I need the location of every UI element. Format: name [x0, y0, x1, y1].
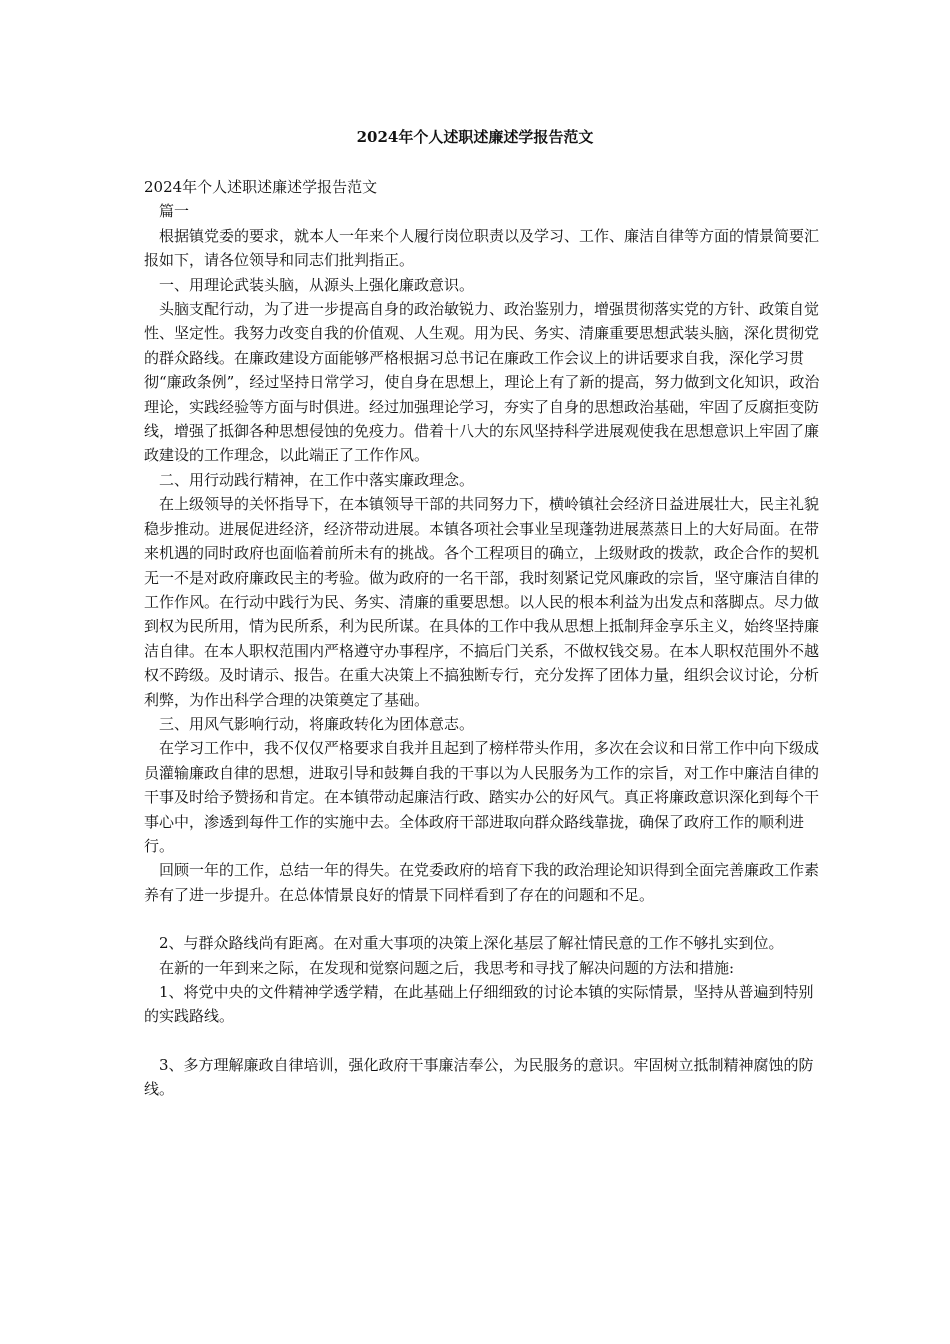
document-body — [144, 175, 824, 1102]
heading-section-1: 一、用理论武装头脑，从源头上强化廉政意识。 — [159, 275, 475, 294]
document-subtitle: 2024年个人述职述廉述学报告范文 — [144, 178, 378, 196]
paragraph-problem-2: 2、与群众路线尚有距离。在对重大事项的决策上深化基层了解社情民意的工作不够扎实到位。 — [159, 934, 784, 953]
paragraph-measure-1: 1、将党中央的文件精神学透学精，在此基础上仔细细致的讨论本镇的实际情景，坚持从普遍到特别的实践路线。 — [144, 983, 814, 1026]
heading-section-2: 二、用行动践行精神，在工作中落实廉政理念。 — [159, 470, 475, 489]
paragraph-section-2: 在上级领导的关怀指导下，在本镇领导干部的共同努力下，横岭镇社会经济日益进展壮大，民主礼貌稳步推动。进展促进经济，经济带动进展。本镇各项社会事业呈现蓬勃进展蒸蒸日上的大好局面。在带来机遇的同时政府也面临着前所未有的挑战。各个工程项目的确立，上级财政的拨款，政企合作的契机无一不是对政府廉政民主的考验。做为政府的一名干部，我时刻紧记党风廉政的宗旨，坚守廉洁自律的工作作风。在行动中践行为民、务实、清廉的重要思想。以人民的根本利益为出发点和落脚点。尽力做到权为民所用，情为民所系，利为民所谋。在具体的工作中我从思想上抵制拜金享乐主义，始终坚持廉洁自律。在本人职权范围内严格遵守办事程序，不搞后门关系，不做权钱交易。在本人职权范围外不越权不跨级。及时请示、报告。在重大决策上不搞独断专行，充分发挥了团体力量，组织会议讨论，分析利弊，为作出科学合理的决策奠定了基础。 — [144, 495, 820, 709]
blank-line — [144, 907, 824, 931]
blank-line — [144, 1029, 824, 1053]
heading-section-3: 三、用风气影响行动，将廉政转化为团体意志。 — [159, 714, 475, 733]
paragraph-measure-3: 3、多方理解廉政自律培训，强化政府干事廉洁奉公，为民服务的意识。牢固树立抵制精神腐蚀的防线。 — [144, 1055, 814, 1099]
section-label: 篇一 — [159, 202, 190, 221]
paragraph-section-3: 在学习工作中，我不仅仅严格要求自我并且起到了榜样带头作用，多次在会议和日常工作中向下级成员灌输廉政自律的思想，进取引导和鼓舞自我的干事以为人民服务为工作的宗旨，对工作中廉洁自律的干事及时给予赞扬和肯定。在本镇带动起廉洁行政、踏实办公的好风气。真正将廉政意识深化到每个干事心中，渗透到每件工作的实施中去。全体政府干部进取向群众路线靠拢，确保了政府工作的顺利进行。 — [144, 739, 820, 855]
paragraph-section-1: 头脑支配行动，为了进一步提高自身的政治敏锐力、政治鉴别力，增强贯彻落实党的方针、政策自觉性、坚定性。我努力改变自我的价值观、人生观。用为民、务实、清廉重要思想武装头脑，深化贯彻党的群众路线。在廉政建设方面能够严格根据习总书记在廉政工作会议上的讲话要求自我，深化学习贯彻“廉政条例”，经过坚持日常学习，使自身在思想上，理论上有了新的提高，努力做到文化知识，政治理论，实践经验等方面与时俱进。经过加强理论学习，夯实了自身的思想政治基础，牢固了反腐拒变防线，增强了抵御各种思想侵蚀的免疫力。借着十八大的东风坚持科学进展观使我在思想意识上牢固了廉政建设的工作理念，以此端正了工作作风。 — [144, 300, 820, 465]
paragraph-review: 回顾一年的工作，总结一年的得失。在党委政府的培育下我的政治理论知识得到全面完善廉政工作素养有了进一步提升。在总体情景良好的情景下同样看到了存在的问题和不足。 — [144, 861, 820, 904]
paragraph-intro: 根据镇党委的要求，就本人一年来个人履行岗位职责以及学习、工作、廉洁自律等方面的情景简要汇报如下，请各位领导和同志们批判指正。 — [144, 226, 820, 270]
document-title: 2024年个人述职述廉述学报告范文 — [356, 128, 594, 146]
paragraph-new-year: 在新的一年到来之际，在发现和觉察问题之后，我思考和寻找了解决问题的方法和措施: — [159, 958, 735, 977]
